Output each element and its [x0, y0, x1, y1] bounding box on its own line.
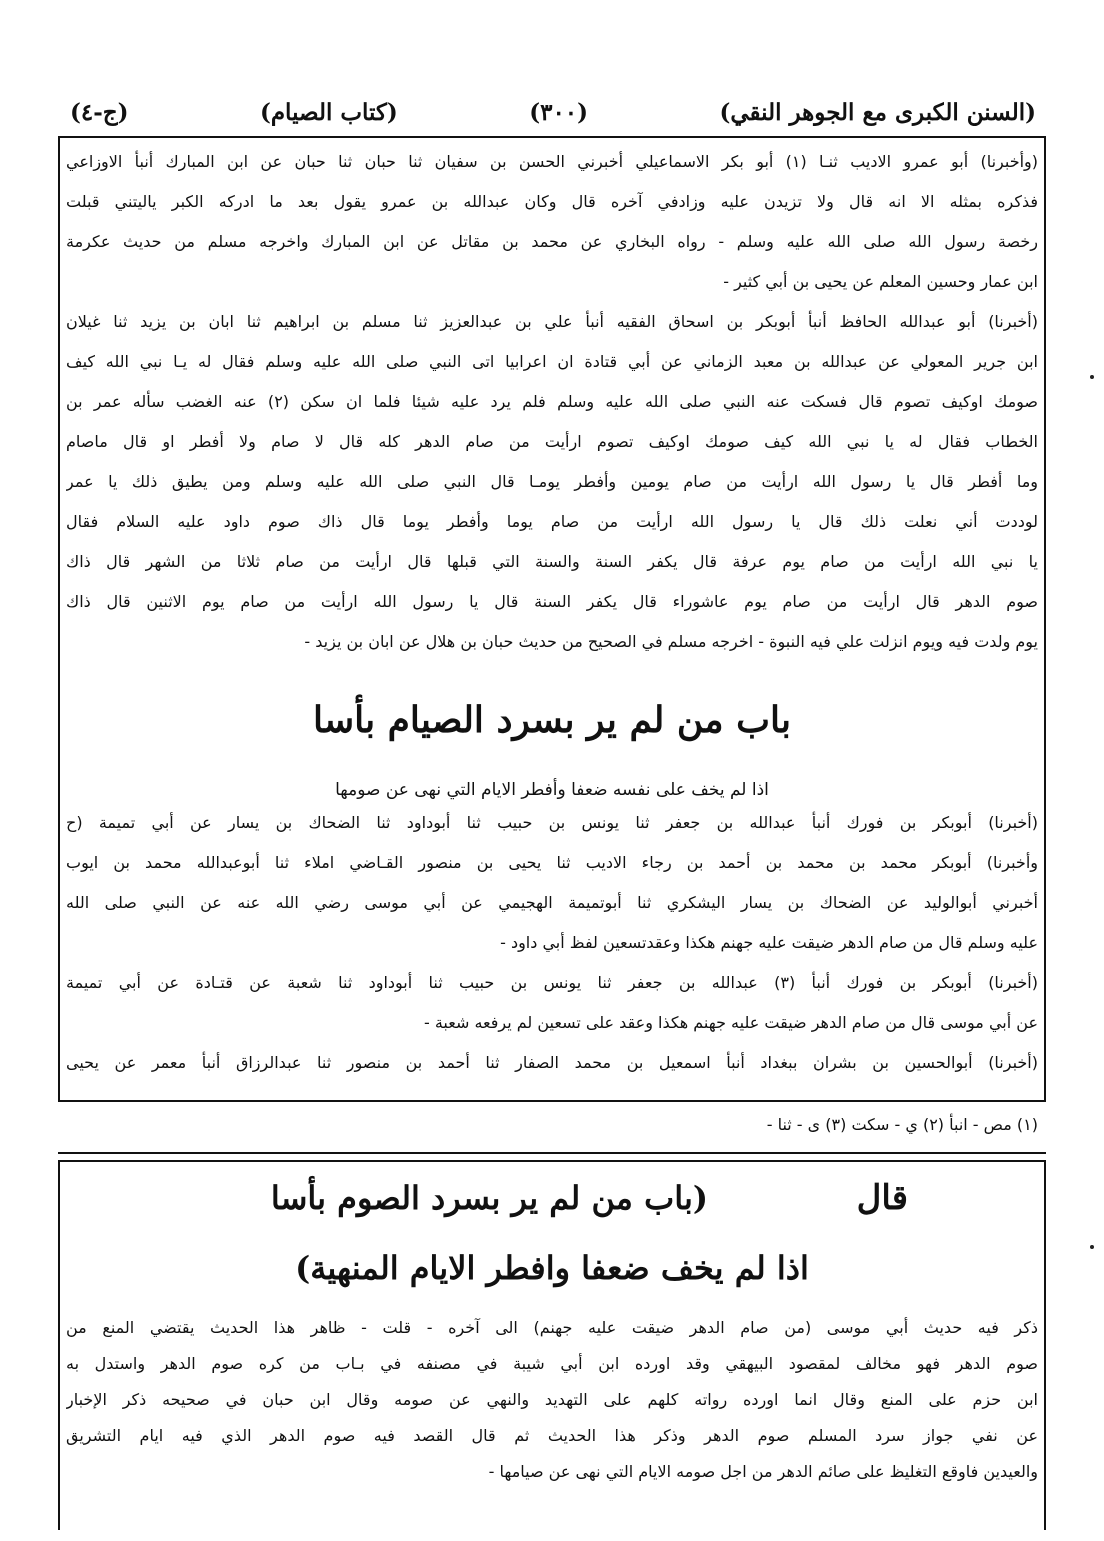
text-line: رخصة رسول الله صلى الله عليه وسلم - رواه البخاري عن محمد بن مقاتل عن ابن المبارك واخرجه مسلم من حديث عكرمة	[66, 232, 1038, 251]
footnote-divider	[58, 1100, 1046, 1102]
text-line: صوم الدهر قال ارأيت من صام يوم عاشوراء قال يكفر السنة قال يا رسول الله ارأيت من صام يوم الاثنين قال ذاك	[66, 592, 1038, 611]
text-line: عن أبي موسى قال من صام الدهر ضيقت عليه جهنم هكذا وعقد على تسعين لم يرفعه شعبة -	[423, 1013, 1038, 1032]
text-line: والعيدين فاوقع التغليظ على صائم الدهر من اجل صومه الايام التي نهى عن صيامها -	[488, 1462, 1038, 1481]
text-line: (وأخبرنا) أبو عمرو الاديب ثنـا (١) أبو بكر الاسماعيلي أخبرني الحسن بن سفيان ثنا حبان ثنا حبان عن ابن المبارك أنبأ الاوزاعي	[66, 152, 1038, 171]
running-header	[70, 92, 1036, 132]
text-line: يوم ولدت فيه ويوم انزلت علي فيه النبوة - اخرجه مسلم في الصحيح من حديث حبان بن هلال عن ابان بن يزيد -	[304, 632, 1038, 651]
text-line: (أخبرنا) أبوبكر بن فورك أنبأ (٣) عبدالله بن جعفر ثنا يونس بن حبيب ثنا أبوداود ثنا شعبة عن قتـادة عن أبي تميمة	[66, 973, 1038, 992]
chapter-subtitle: اذا لم يخف على نفسه ضعفا وأفطر الايام التي نهى عن صومها	[335, 780, 769, 800]
text-line: صومك اوكيف تصوم قال فسكت عنه النبي صلى الله عليه وسلم فلم يرد عليه شيئا فلما ان سكن (٢) عنه الغضب سأله عمر بن	[66, 392, 1038, 411]
chapter-title: باب من لم ير بسرد الصيام بأسا	[312, 699, 792, 741]
text-line: (أخبرنا) أبو عبدالله الحافظ أنبأ أبوبكر بن اسحاق الفقيه أنبأ علي بن عبدالعزيز ثنا مسلم بن ابراهيم ثنا ابان بن يزيد ثنا غيلان	[66, 312, 1038, 331]
text-line: أخبرني أبوالوليد عن الضحاك بن يسار اليشكري ثنا أبوتميمة الهجيمي عن أبي موسى رضي الله عنه عن النبي صلى الله	[66, 893, 1038, 912]
text-line: ذكر فيه حديث أبي موسى (من صام الدهر ضيقت عليه جهنم) الى آخره - قلت - ظاهر هذا الحديث يقتضي المنع من	[66, 1318, 1038, 1337]
page-number: (٣٠٠)	[529, 98, 589, 126]
commentary-title-line2: اذا لم يخف ضعفا وافطر الايام المنهية)	[295, 1249, 809, 1287]
footnotes: (١) مص - انبأ (٢) ي - سكت (٣) ى - ثنا -	[766, 1115, 1038, 1134]
text-line: (أخبرنا) أبوبكر بن فورك أنبأ عبدالله بن جعفر ثنا يونس بن حبيب ثنا أبوداود ثنا الضحاك بن يسار عن أبي تميمة (ح	[66, 813, 1038, 832]
text-line: يا نبي الله ارأيت من صام يوم عرفة قال يكفر السنة والسنة التي قبلها قال ارأيت من صام ثلاثا من الشهر قال ذاك	[66, 552, 1038, 571]
commentary-heading	[66, 1168, 1038, 1228]
text-line: ابن جرير المعولي عن عبدالله بن معبد الزماني عن أبي قتادة ان اعرابيا اتى النبي صلى الله عليه وسلم فقال له يـا نبي الله كيف	[66, 352, 1038, 371]
text-line: صوم الدهر فهو مخالف لمقصود البيهقي وقد اورده ابن أبي شيبة في مصنفه في بـاب من كره صوم الدهر واستدل به	[66, 1354, 1038, 1373]
text-line: وما أفطر قال يا رسول الله ارأيت من صام يومين وأفطر يومـا قال النبي صلى الله عليه وسلم ومن يطيق ذلك يا عمر	[66, 472, 1038, 491]
text-line: عن نفي جواز سرد المسلم صوم الدهر وذكر هذا الحديث ثم قال القصد فيه صوم الدهر الذي فيه ايام التشريق	[66, 1426, 1038, 1445]
text-line: عليه وسلم قال من صام الدهر ضيقت عليه جهنم هكذا وعقدتسعين لفظ أبي داود -	[500, 933, 1038, 952]
text-line: (أخبرنا) أبوالحسين بن بشران ببغداد أنبأ اسمعيل بن محمد الصفار ثنا أحمد بن منصور ثنا عبدالرزاق أنبأ معمر عن يحيى	[66, 1053, 1038, 1072]
text-line: لوددت أني نعلت ذلك قال يا رسول الله ارأيت من صام يوما وأفطر يوما قال ذاك صوم داود عليه السلام فقال	[66, 512, 1038, 531]
commentary-text-block	[66, 1310, 1038, 1490]
commentary-title-line1: (باب من لم ير بسرد الصوم بأسا	[270, 1179, 708, 1217]
book-title: (السنن الكبرى مع الجوهر النقي)	[719, 98, 1036, 126]
text-line: ابن عمار وحسين المعلم عن يحيى بن أبي كثير -	[723, 272, 1038, 291]
text-line: ابن حزم على المنع وقال انما اورده رواته كلهم على التهديد والنهي عن صومه وقال ابن حبان في صحيحه ذكر الإخبار	[66, 1390, 1038, 1409]
main-text-block	[66, 142, 1038, 662]
volume-number: (ج-٤)	[70, 98, 129, 126]
commentary-qal: قال	[856, 1178, 908, 1218]
chapter-text-block	[66, 803, 1038, 1083]
section-title: (كتاب الصيام)	[259, 98, 398, 126]
margin-speck	[1090, 1245, 1094, 1249]
text-line: الخطاب فقال له يا نبي الله كيف صومك اوكيف تصوم ارأيت من صام الدهر كله قال لا صام ولا أفطر او قال ماصام	[66, 432, 1038, 451]
text-line: وأخبرنا) أبوبكر محمد بن محمد بن أحمد بن رجاء الاديب ثنا يحيى بن منصور القـاضي املاء ثنا أبوعبدالله محمد بن ايوب	[66, 853, 1038, 872]
margin-speck	[1090, 375, 1094, 379]
text-line: فذكره بمثله الا انه قال ولا تزيدن عليه وزادفي آخره قال وكان عبدالله بن عمرو يقول بعد ما ادركه الكبر ياليتني قبلت	[66, 192, 1038, 211]
section-divider	[58, 1152, 1046, 1154]
